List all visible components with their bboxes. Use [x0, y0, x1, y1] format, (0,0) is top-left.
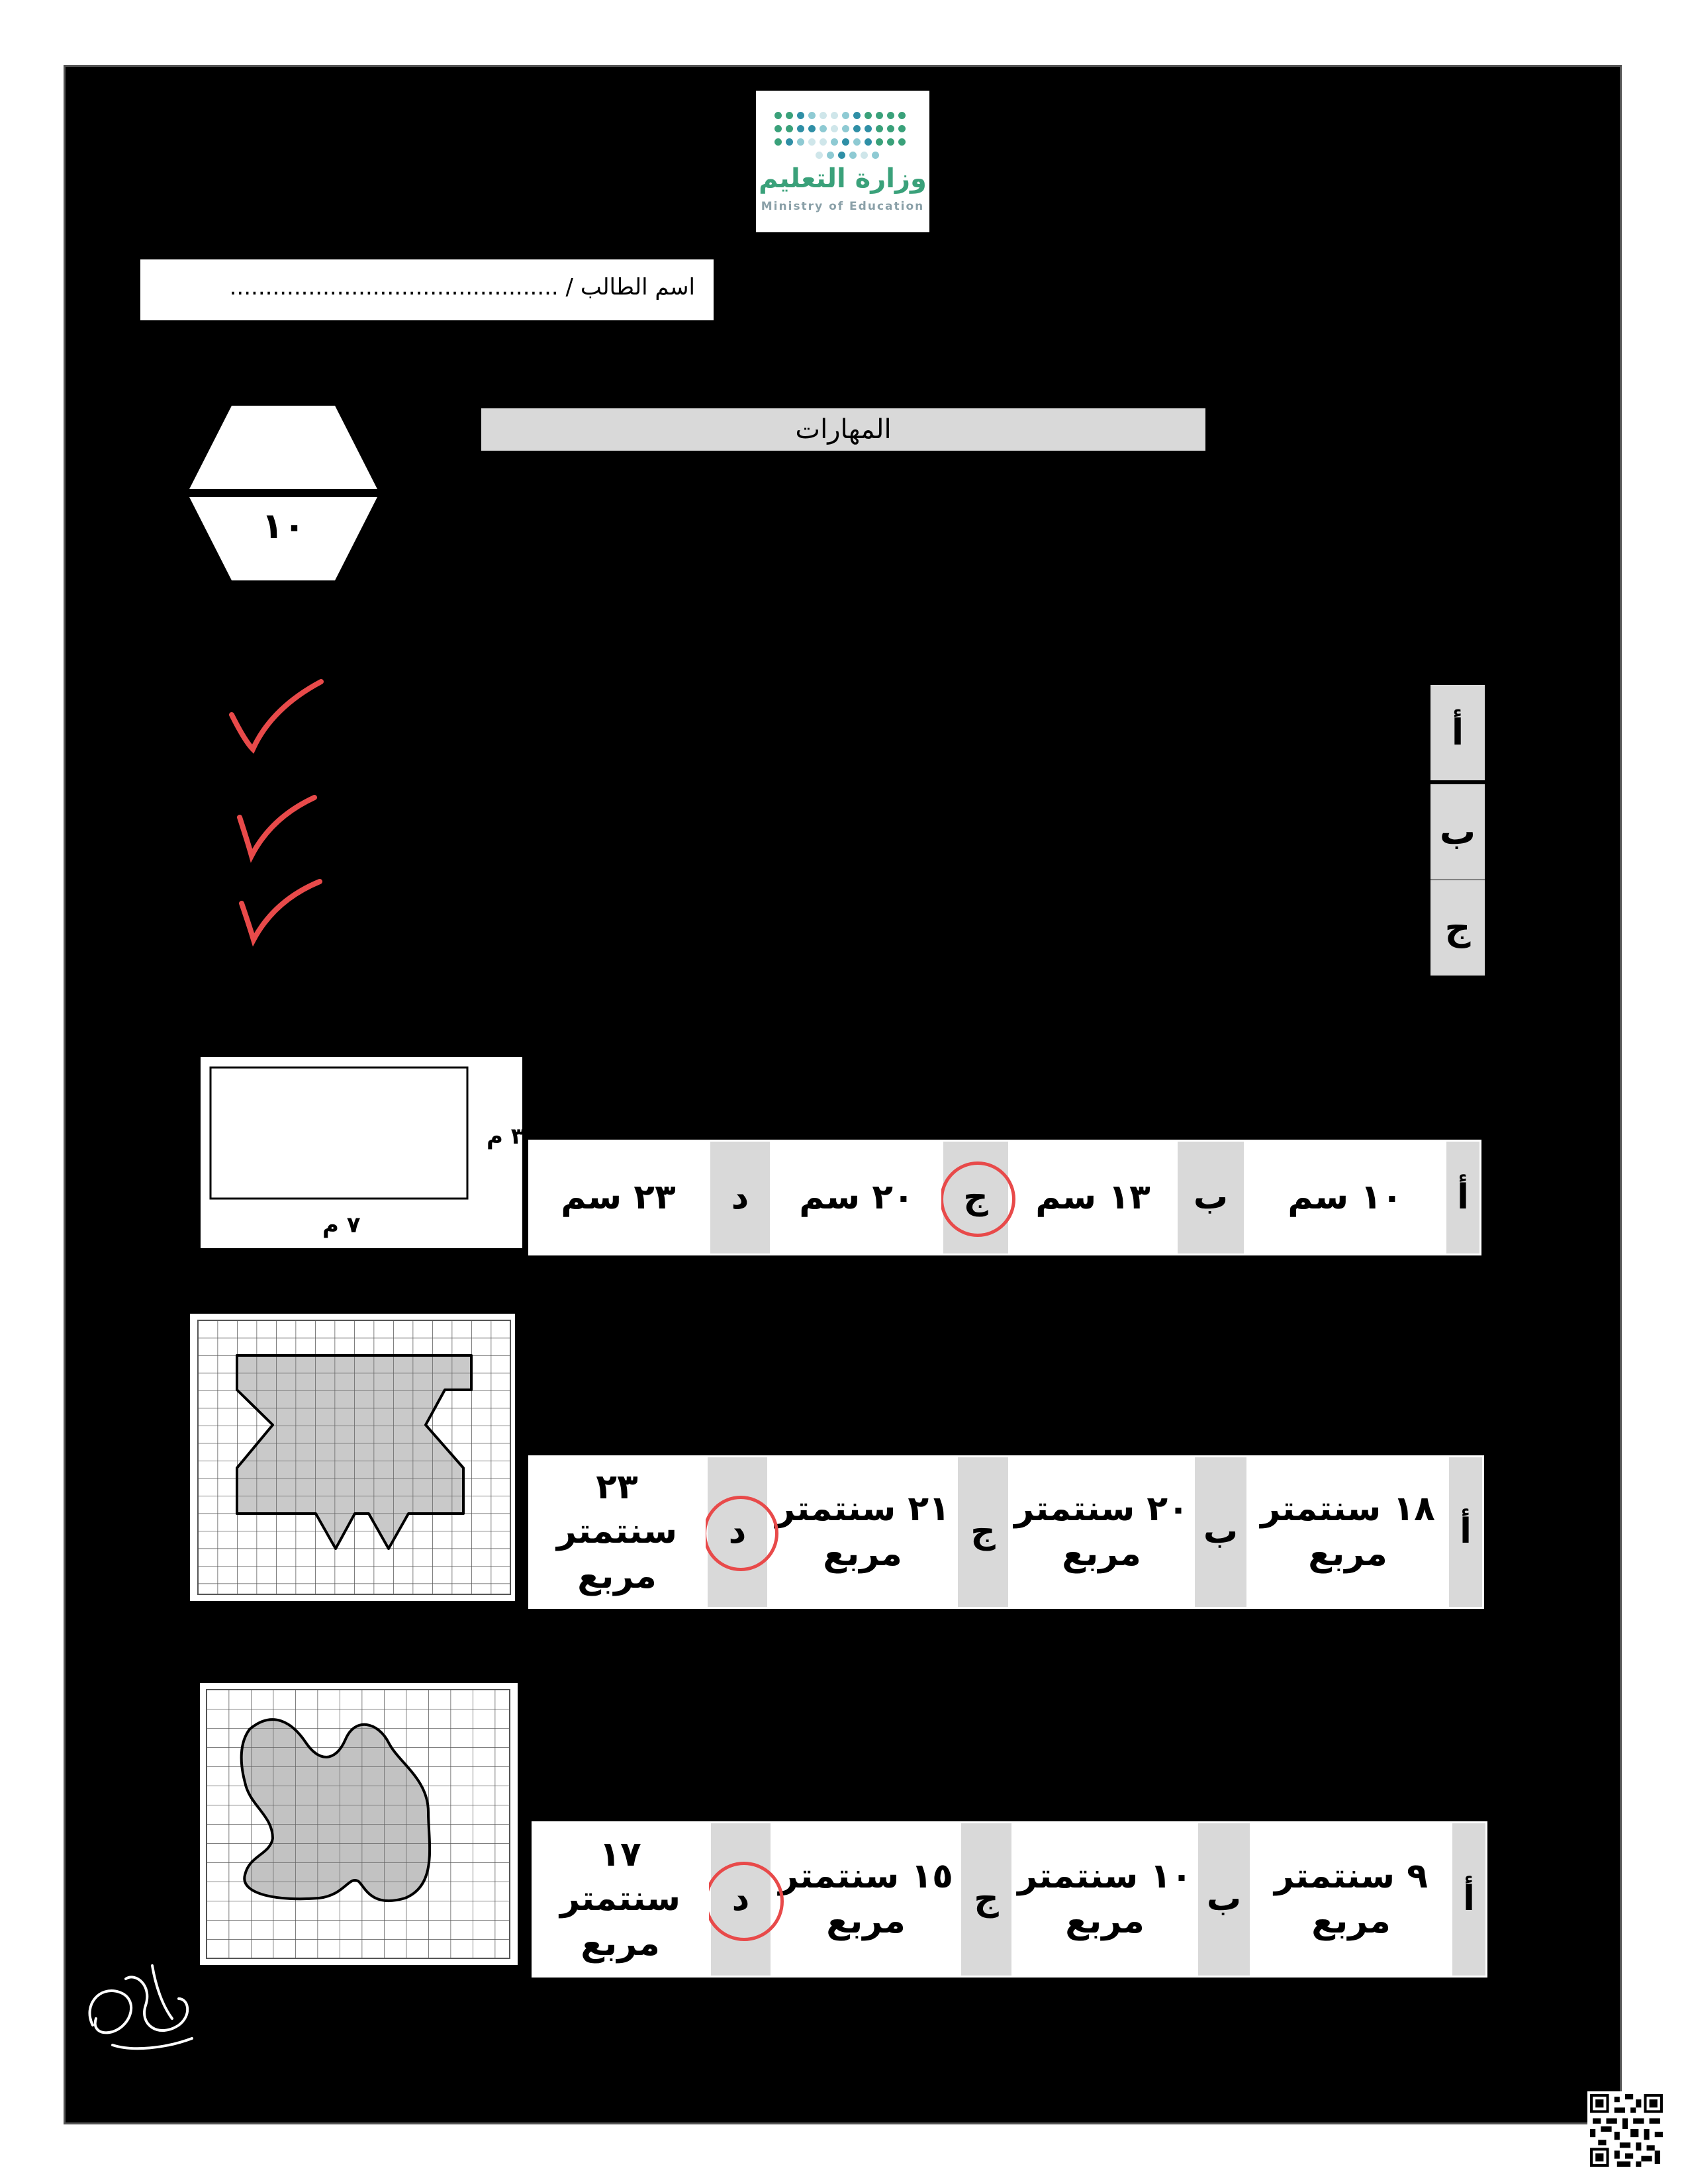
option-value[interactable]: ٢٠ سم	[772, 1140, 941, 1255]
option-value[interactable]: ٢٣ سنتمتر مربع	[528, 1455, 706, 1609]
question-3-options	[532, 1821, 1487, 1978]
option-value[interactable]: ٢١ سنتمتر مربع	[769, 1455, 956, 1609]
hexagon-shape	[189, 406, 377, 580]
answer-circle-mark	[703, 1496, 778, 1571]
option-letter[interactable]: ج	[941, 1140, 1010, 1255]
grid-blob-shape	[200, 1683, 518, 1965]
option-value[interactable]: ١٣ سم	[1010, 1140, 1176, 1255]
teacher-signature	[73, 1946, 205, 2058]
rectangle-figure	[201, 1057, 525, 1248]
option-letter[interactable]: أ	[1447, 1455, 1484, 1609]
option-value[interactable]: ١٠ سم	[1246, 1140, 1444, 1255]
answer-circle-mark	[940, 1161, 1015, 1237]
option-letter[interactable]: ب	[1176, 1140, 1246, 1255]
option-value[interactable]: ١٧ سنتمتر مربع	[532, 1821, 709, 1978]
option-letter[interactable]: ج	[956, 1455, 1010, 1609]
red-check-icon	[225, 675, 331, 761]
section-label-a: أ	[1430, 685, 1485, 780]
logo-dots-icon	[774, 109, 910, 117]
grid-blob-figure	[200, 1683, 518, 1965]
option-letter[interactable]: د	[706, 1455, 769, 1609]
student-name-field[interactable]	[140, 259, 714, 320]
rectangle-shape	[201, 1057, 522, 1248]
score-hexagon	[189, 406, 377, 580]
option-value[interactable]: ٢٠ سنتمتر مربع	[1010, 1455, 1193, 1609]
option-value[interactable]: ١٥ سنتمتر مربع	[773, 1821, 959, 1978]
width-label: ٧ م	[322, 1212, 361, 1238]
option-letter[interactable]: د	[708, 1140, 772, 1255]
red-check-icon	[235, 874, 328, 946]
qr-code	[1587, 2091, 1665, 2169]
question-1-options	[528, 1140, 1481, 1255]
qr-code-icon	[1587, 2091, 1665, 2169]
grid-polygon-figure	[190, 1314, 515, 1601]
skills-title: المهارات	[481, 408, 1205, 451]
height-label: ٣ م	[487, 1123, 525, 1150]
option-value[interactable]: ١٠ سنتمتر مربع	[1013, 1821, 1196, 1978]
option-letter[interactable]: ب	[1196, 1821, 1252, 1978]
option-letter[interactable]: د	[709, 1821, 773, 1978]
score-value: ١٠	[261, 505, 305, 547]
option-value[interactable]: ٩ سنتمتر مربع	[1252, 1821, 1450, 1978]
logo-arabic-text: وزارة التعليم	[759, 163, 927, 194]
question-2-options	[528, 1455, 1484, 1609]
logo-english-text: Ministry of Education	[761, 200, 925, 213]
option-letter[interactable]: ج	[959, 1821, 1013, 1978]
option-letter[interactable]: ب	[1193, 1455, 1248, 1609]
section-label-c: ج	[1430, 880, 1485, 976]
option-value[interactable]: ٢٣ سم	[528, 1140, 708, 1255]
option-letter[interactable]: أ	[1444, 1140, 1481, 1255]
grid-polygon-shape	[190, 1314, 515, 1601]
option-value[interactable]: ١٨ سنتمتر مربع	[1248, 1455, 1447, 1609]
ministry-logo	[756, 91, 929, 232]
student-name-label: اسم الطالب / ..............................................	[229, 274, 695, 300]
answer-circle-mark	[704, 1862, 784, 1941]
option-letter[interactable]: أ	[1450, 1821, 1487, 1978]
red-check-icon	[232, 791, 324, 864]
section-label-b: ب	[1430, 784, 1485, 880]
